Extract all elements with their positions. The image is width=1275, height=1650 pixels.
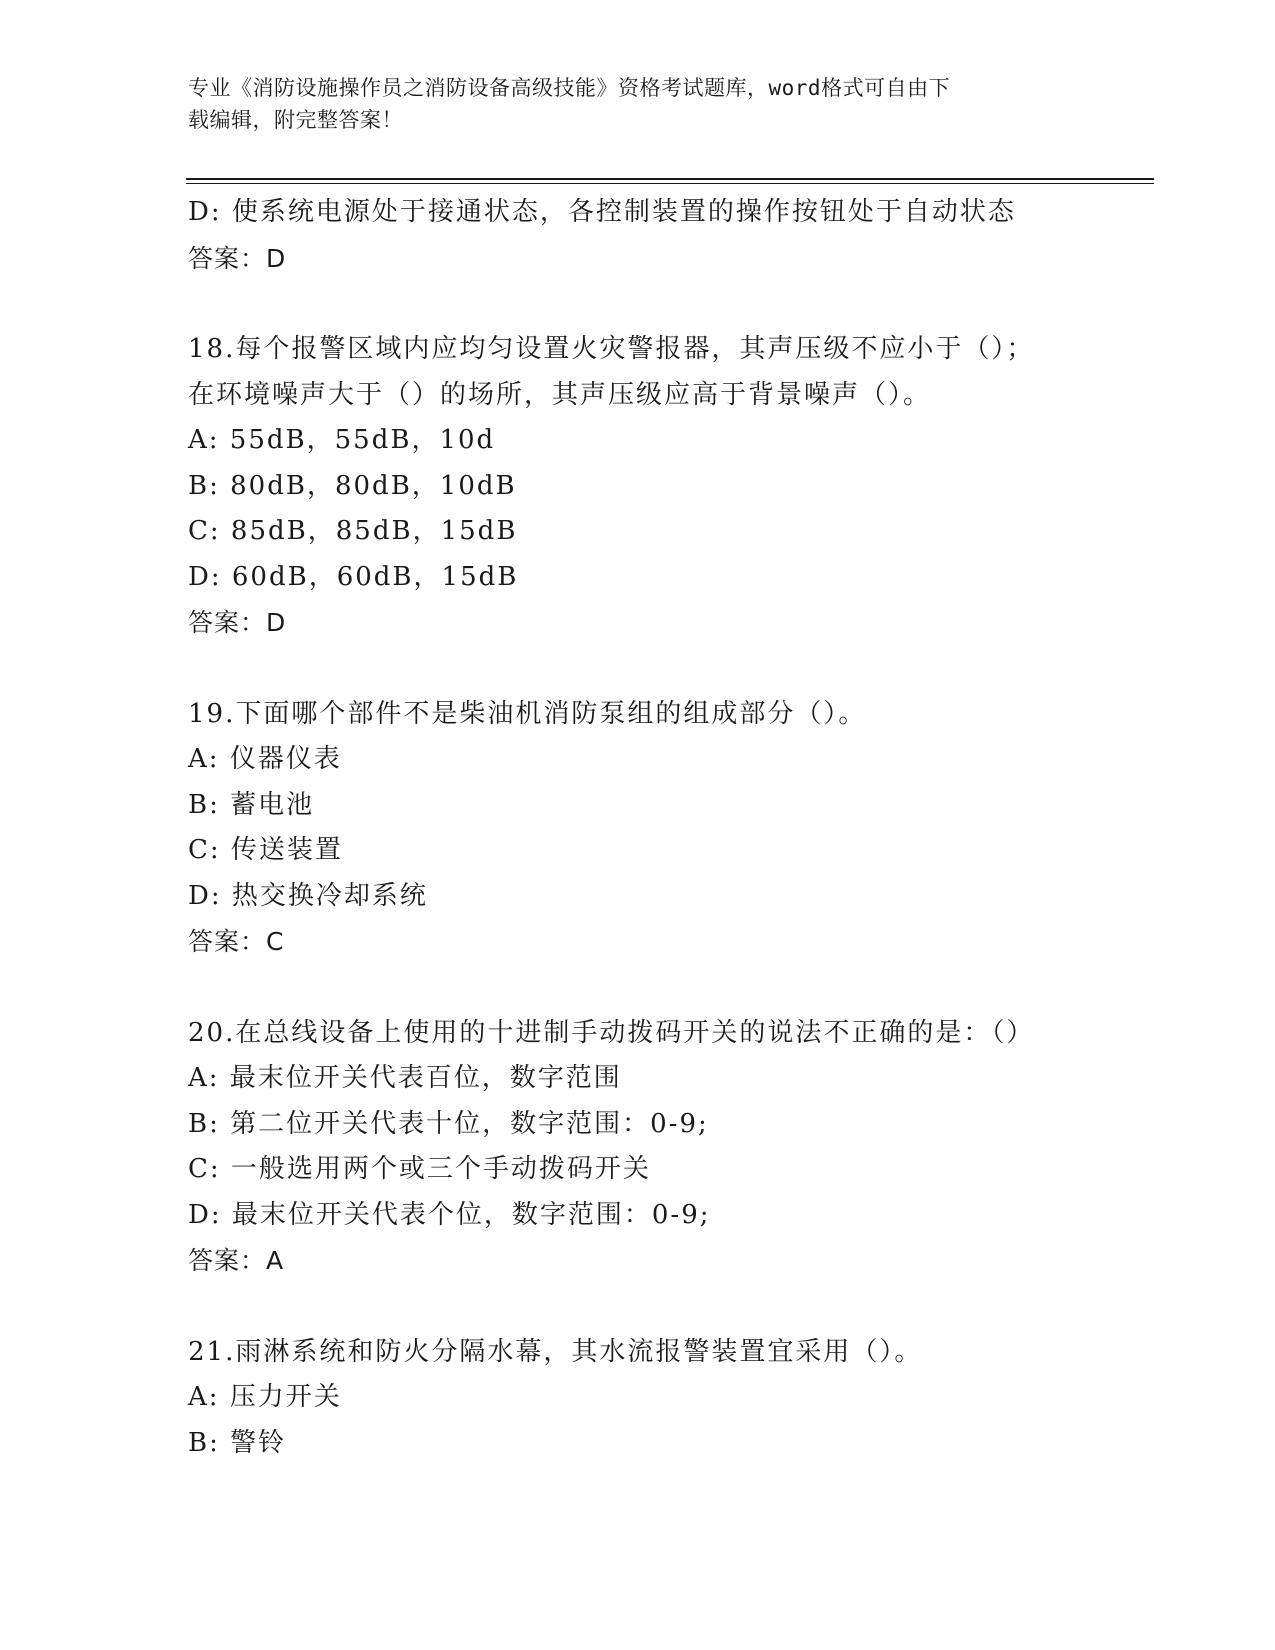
option-b: B: 80dB，80dB，10dB (188, 470, 517, 501)
option-a: A: 55dB，55dB，10d (188, 425, 496, 455)
option-d: D: 热交换冷却系统 (188, 880, 428, 911)
spacer (188, 281, 1088, 327)
spacer (188, 646, 1088, 692)
prev-option-d: D: 使系统电源处于接通状态，各控制装置的操作按钮处于自动状态 (188, 197, 1016, 227)
document-header (188, 72, 1068, 136)
option-c: C: 一般选用两个或三个手动拨码开关 (188, 1154, 651, 1184)
prev-answer: 答案：D (188, 243, 287, 273)
answer: 答案：C (188, 927, 285, 956)
option-a: A: 压力开关 (188, 1382, 342, 1412)
question-stem: 19.下面哪个部件不是柴油机消防泵组的组成部分（）。 (188, 698, 867, 729)
header-rule-thick (186, 178, 1154, 180)
question-21 (188, 1330, 1088, 1467)
question-stem: 18.每个报警区域内应均匀设置火灾警报器，其声压级不应小于（）； (188, 334, 1035, 364)
header-rule-thin (186, 183, 1154, 184)
option-d: D: 60dB，60dB，15dB (188, 561, 519, 592)
option-b: B: 第二位开关代表十位，数字范围：0-9; (188, 1108, 709, 1139)
spacer (188, 965, 1088, 1011)
option-c: C: 85dB，85dB，15dB (188, 516, 518, 546)
question-18 (188, 327, 1088, 646)
option-a: A: 仪器仪表 (188, 744, 342, 774)
option-a: A: 最末位开关代表百位，数字范围 (188, 1063, 622, 1093)
question-19 (188, 692, 1088, 965)
answer: 答案：A (188, 1246, 285, 1275)
question-stem: 21.雨淋系统和防火分隔水幕，其水流报警装置宜采用（）。 (188, 1336, 923, 1367)
spacer (188, 1284, 1088, 1330)
header-line-2: 载编辑，附完整答案！ (188, 108, 403, 132)
question-stem: 20.在总线设备上使用的十进制手动拨码开关的说法不正确的是：（） (188, 1017, 1035, 1048)
question-content (188, 190, 1088, 1466)
option-d: D: 最末位开关代表个位，数字范围：0-9; (188, 1199, 711, 1230)
question-20 (188, 1011, 1088, 1284)
option-b: B: 警铃 (188, 1427, 287, 1458)
header-line-1: 专业《消防设施操作员之消防设备高级技能》资格考试题库，word格式可自由下 (188, 76, 951, 100)
option-c: C: 传送装置 (188, 835, 343, 865)
option-b: B: 蓄电池 (188, 789, 315, 820)
answer: 答案：D (188, 608, 287, 637)
question-stem-cont: 在环境噪声大于（）的场所，其声压级应高于背景噪声（）。 (188, 379, 932, 410)
